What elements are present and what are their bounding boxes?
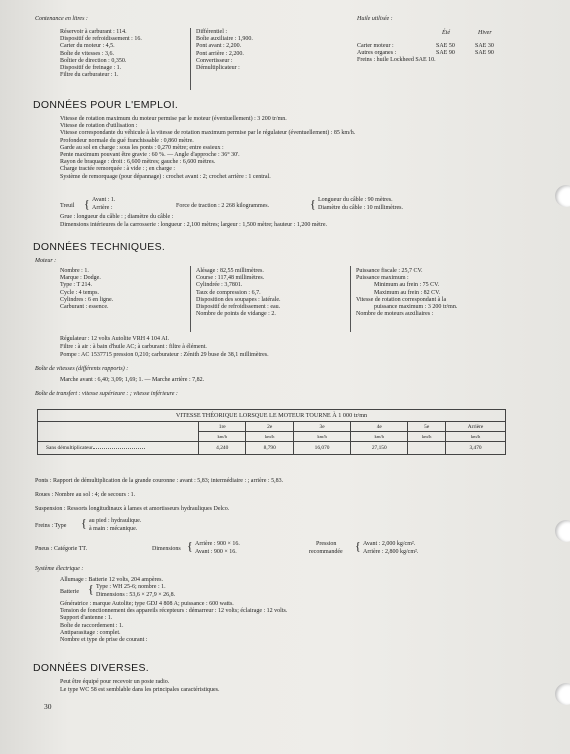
contenance-item: Dispositif de freinage : 1. bbox=[60, 65, 122, 72]
contenance-item: Démultiplicateur : bbox=[196, 65, 240, 72]
pression-arriere: Arrière : 2,800 kg/cm². bbox=[363, 549, 419, 555]
brace: { bbox=[84, 197, 90, 211]
huile-row: Autres organes : bbox=[357, 50, 397, 56]
speed-table-cell: 8,790 bbox=[246, 442, 293, 455]
boite-heading: Boîte de vitesses (différents rapports) : bbox=[35, 366, 129, 372]
moteur-item: Puissance maximum : bbox=[356, 275, 409, 282]
contenance-item: Boîte de vitesses : 3,6. bbox=[60, 50, 114, 57]
contenance-col1 bbox=[60, 29, 142, 79]
moteur-item: Minimum au frein : 75 CV. bbox=[374, 282, 440, 289]
moteur-item: Course : 117,48 millimètres. bbox=[196, 275, 265, 282]
speed-table-cell: 4,240 bbox=[199, 442, 246, 455]
treuil-label: Treuil bbox=[60, 203, 75, 209]
speed-table-header: 5e bbox=[408, 422, 446, 432]
roues-line: Roues : Nombre au sol : 4; de secours : 1. bbox=[35, 492, 136, 498]
moteur-item: Puissance fiscale : 25,7 CV. bbox=[356, 268, 423, 274]
binder-hole-bottom bbox=[555, 683, 570, 705]
freins-main: à main : mécanique. bbox=[89, 526, 138, 532]
support-line: Support d'antenne : 1. bbox=[60, 615, 113, 622]
freins-pied: au pied : hydraulique. bbox=[89, 518, 142, 524]
moteur-item: Marque : Dodge. bbox=[60, 275, 101, 282]
speed-table-header: 3e bbox=[293, 422, 350, 432]
boite-line: Marche avant : 6,40; 3,09; 1,69; 1. — Marche arrière : 7,82. bbox=[60, 377, 205, 383]
suspension-line: Suspension : Ressorts longitudinaux à lames et amortisseurs hydrauliques Delco. bbox=[35, 506, 230, 512]
contenance-item: Convertisseur : bbox=[196, 57, 233, 64]
speed-table-unit: km/h bbox=[408, 432, 446, 442]
contenance-col2 bbox=[196, 29, 253, 72]
antiparasitage-line: Antiparasitage : complet. bbox=[60, 629, 121, 636]
tension-line: Tension de fonctionnement des appareils récepteurs : démarreur : 12 volts; éclairage : 12 volts. bbox=[60, 608, 288, 615]
page-number: 30 bbox=[44, 702, 52, 711]
moteur-item: Taux de compression : 6,7. bbox=[196, 289, 261, 296]
speed-table-title: VITESSE THÉORIQUE LORSQUE LE MOTEUR TOURNE À 1 000 tr/mn bbox=[38, 410, 506, 422]
treuil-arriere: Arrière : bbox=[92, 205, 113, 211]
treuil-longueur: Longueur du câble : 90 mètres. bbox=[318, 197, 393, 203]
contenance-item: Différentiel : bbox=[196, 29, 228, 35]
moteur-item: Cylindres : 6 en ligne. bbox=[60, 296, 114, 303]
huile-freins: Freins : huile Lockheed SAE 10. bbox=[357, 57, 436, 63]
prise-line: Nombre et type de prise de courant : bbox=[60, 637, 148, 644]
speed-table-unit: km/h bbox=[199, 432, 246, 442]
speed-table-cell bbox=[408, 442, 446, 455]
electric-lines bbox=[60, 601, 287, 644]
moteur-item: Disposition des soupapes : latérale. bbox=[196, 296, 281, 303]
moteur-item: Dispositif de refroidissement : eau. bbox=[196, 304, 281, 311]
moteur-item: Cycle : 4 temps. bbox=[60, 289, 99, 296]
emploi-line: Charge tractée remorquée : à vide : ; en charge : bbox=[60, 166, 176, 173]
contenance-item: Dispositif de refroidissement : 16. bbox=[60, 36, 142, 43]
treuil-diametre: Diamètre du câble : 10 millimètres. bbox=[318, 205, 403, 211]
column-divider bbox=[190, 266, 191, 332]
regulateur-line: Régulateur : 12 volts Autolite VRH 4 104 AI. bbox=[60, 336, 170, 342]
treuil-force: Force de traction : 2 268 kilogrammes. bbox=[176, 203, 270, 209]
dimensions-label: Dimensions bbox=[152, 546, 181, 552]
pneus-label: Pneus : Catégorie TT. bbox=[35, 546, 88, 552]
huile-heading: Huile utilisée : bbox=[357, 16, 393, 22]
section-title-emploi: DONNÉES POUR L'EMPLOI. bbox=[33, 99, 179, 111]
moteur-item: Type : T 214. bbox=[60, 282, 93, 289]
moteur-col2 bbox=[196, 268, 280, 318]
emploi-line: Pente maximum pouvant être gravie : 60 %. — Angle d'approche : 36° 30'. bbox=[60, 152, 240, 159]
moteur-heading: Moteur : bbox=[35, 258, 57, 264]
emploi-line: Vitesse de rotation maximum du moteur permise par le moteur (éventuellement) : 3 200 tr/mn. bbox=[60, 116, 287, 122]
contenance-item: Filtre du carburateur : 1. bbox=[60, 72, 119, 79]
moteur-item: Maximum au frein : 82 CV. bbox=[374, 289, 441, 296]
dotted-leader bbox=[93, 448, 145, 449]
contenance-item: Carter du moteur : 4,5. bbox=[60, 43, 115, 50]
contenance-item: Boîte auxiliaire : 1,900. bbox=[196, 36, 253, 43]
speed-table-header: 4e bbox=[351, 422, 408, 432]
filtre-line: Filtre : à air : à bain d'huile AC; à carburant : filtre à élément. bbox=[60, 344, 207, 350]
moteur-col1 bbox=[60, 268, 113, 311]
treuil-avant: Avant : 1. bbox=[92, 197, 116, 203]
grue-line: Grue : longueur du câble : ; diamètre du câble : bbox=[60, 214, 174, 220]
contenance-heading: Contenance en litres : bbox=[35, 16, 88, 22]
speed-table-unit: km/h bbox=[246, 432, 293, 442]
emploi-lines bbox=[60, 116, 355, 181]
systeme-heading: Système électrique : bbox=[35, 566, 84, 572]
moteur-item: Nombre de moteurs auxiliaires : bbox=[356, 311, 434, 318]
pression-label: Pression bbox=[316, 541, 337, 547]
speed-table-header: 1re bbox=[199, 422, 246, 432]
moteur-item: Cylindrée : 3,7801. bbox=[196, 282, 243, 289]
contenance-item: Réservoir à carburant : 114. bbox=[60, 29, 127, 35]
moteur-item: Vitesse de rotation correspondant à la bbox=[356, 296, 447, 303]
speed-table-header: 2e bbox=[246, 422, 293, 432]
section-title-diverses: DONNÉES DIVERSES. bbox=[33, 662, 149, 674]
column-divider bbox=[350, 266, 351, 332]
dim-arriere: Arrière : 900 × 16. bbox=[195, 541, 240, 547]
moteur-col3 bbox=[356, 268, 457, 318]
season-ete: Été bbox=[442, 30, 450, 36]
brace: { bbox=[81, 516, 87, 530]
pression-sub: recommandée bbox=[309, 549, 343, 555]
emploi-line: Garde au sol en charge : sous les ponts : 0,270 mètre; entre essieux : bbox=[60, 144, 224, 151]
transfert-line: Boîte de transfert : vitesse supérieure : ; vitesse inférieure : bbox=[35, 391, 178, 397]
emploi-line: Système de remorquage (pour dépannage) : crochet avant : 2; crochet arrière : 1 central. bbox=[60, 173, 271, 180]
emploi-line: Vitesse correspondante du véhicule à la vitesse de rotation maximum permise par le régulateur (éventuellement) : 85 km/h. bbox=[60, 130, 356, 137]
moteur-item: Nombre de points de vidange : 2. bbox=[196, 311, 276, 318]
speed-table-corner bbox=[38, 432, 199, 442]
batterie-dim: Dimensions : 53,6 × 27,9 × 26,8. bbox=[96, 592, 176, 598]
section-title-techniques: DONNÉES TECHNIQUES. bbox=[33, 241, 166, 253]
speed-table-cell: 27,150 bbox=[351, 442, 408, 455]
generatrice-line: Génératrice : marque Autolite; type GDJ 4 808 A; puissance : 600 watts. bbox=[60, 601, 234, 607]
emploi-line: Rayon de braquage : droit : 6,600 mètres; gauche : 6,600 mètres. bbox=[60, 159, 216, 166]
speed-table-cell: 3,470 bbox=[446, 442, 506, 455]
huile-value: SAE 90 bbox=[475, 50, 494, 56]
boite-raccordement-line: Boîte de raccordement : 1. bbox=[60, 622, 124, 629]
brace: { bbox=[88, 582, 94, 596]
brace: { bbox=[310, 197, 316, 211]
pression-avant: Avant : 2,000 kg/cm². bbox=[363, 541, 416, 547]
huile-value: SAE 50 bbox=[436, 43, 455, 49]
ponts-line: Ponts : Rapport de démultiplication de la grande couronne : avant : 5,83; intermédiaire : ; arrière : 5,83. bbox=[35, 478, 284, 484]
speed-table-unit: km/h bbox=[351, 432, 408, 442]
contenance-item: Boîtier de direction : 0,350. bbox=[60, 57, 127, 64]
dimensions-line: Dimensions intérieures de la carrosserie : longueur : 2,100 mètres; largeur : 1,500 mètre; hauteur : 1,200 mètre. bbox=[60, 222, 327, 228]
contenance-item: Pont avant : 2,200. bbox=[196, 43, 242, 50]
column-divider bbox=[190, 28, 191, 90]
diverses-line-1: Peut être équipé pour recevoir un poste radio. bbox=[60, 679, 170, 685]
moteur-item: Carburant : essence. bbox=[60, 304, 109, 311]
binder-hole-top bbox=[555, 185, 570, 207]
emploi-line: Profondeur normale du gué franchissable : 0,860 mètre. bbox=[60, 137, 194, 144]
moteur-item: Nombre : 1. bbox=[60, 268, 89, 274]
huile-row: Carter moteur : bbox=[357, 43, 394, 49]
huile-value: SAE 90 bbox=[436, 50, 455, 56]
contenance-item: Pont arrière : 2,200. bbox=[196, 50, 244, 57]
speed-table-corner bbox=[38, 422, 199, 432]
moteur-item: Alésage : 82,55 millimètres. bbox=[196, 268, 264, 274]
emploi-line: Vitesse de rotation d'utilisation : bbox=[60, 123, 138, 130]
dim-avant: Avant : 900 × 16. bbox=[195, 549, 237, 555]
batterie-label: Batterie bbox=[60, 589, 79, 595]
speed-table-unit: km/h bbox=[293, 432, 350, 442]
moteur-item: puissance maximum : 3 200 tr/mn. bbox=[374, 304, 458, 311]
speed-table-header: Arrière bbox=[446, 422, 506, 432]
speed-table-row-label bbox=[38, 442, 199, 455]
row-label-text: Sans démultiplicateur bbox=[46, 445, 93, 451]
pompe-line: Pompe : AC 1537715 pression 0,210; carburateur : Zénith 29 buse de 38,1 millimètres. bbox=[60, 352, 269, 358]
batterie-type: Type : WH 25-6; nombre : 1. bbox=[96, 584, 166, 590]
season-hiver: Hiver bbox=[478, 30, 492, 36]
huile-value: SAE 30 bbox=[475, 43, 494, 49]
speed-table-unit: km/h bbox=[446, 432, 506, 442]
allumage-line: Allumage : Batterie 12 volts, 204 ampères. bbox=[60, 577, 163, 583]
diverses-line-2: Le type WC 58 est semblable dans les principales caractéristiques. bbox=[60, 687, 220, 693]
freins-label: Freins : Type bbox=[35, 523, 67, 529]
speed-table bbox=[37, 409, 506, 455]
binder-hole-middle bbox=[555, 520, 570, 542]
brace: { bbox=[187, 539, 193, 553]
speed-table-cell: 16,070 bbox=[293, 442, 350, 455]
brace: { bbox=[355, 539, 361, 553]
